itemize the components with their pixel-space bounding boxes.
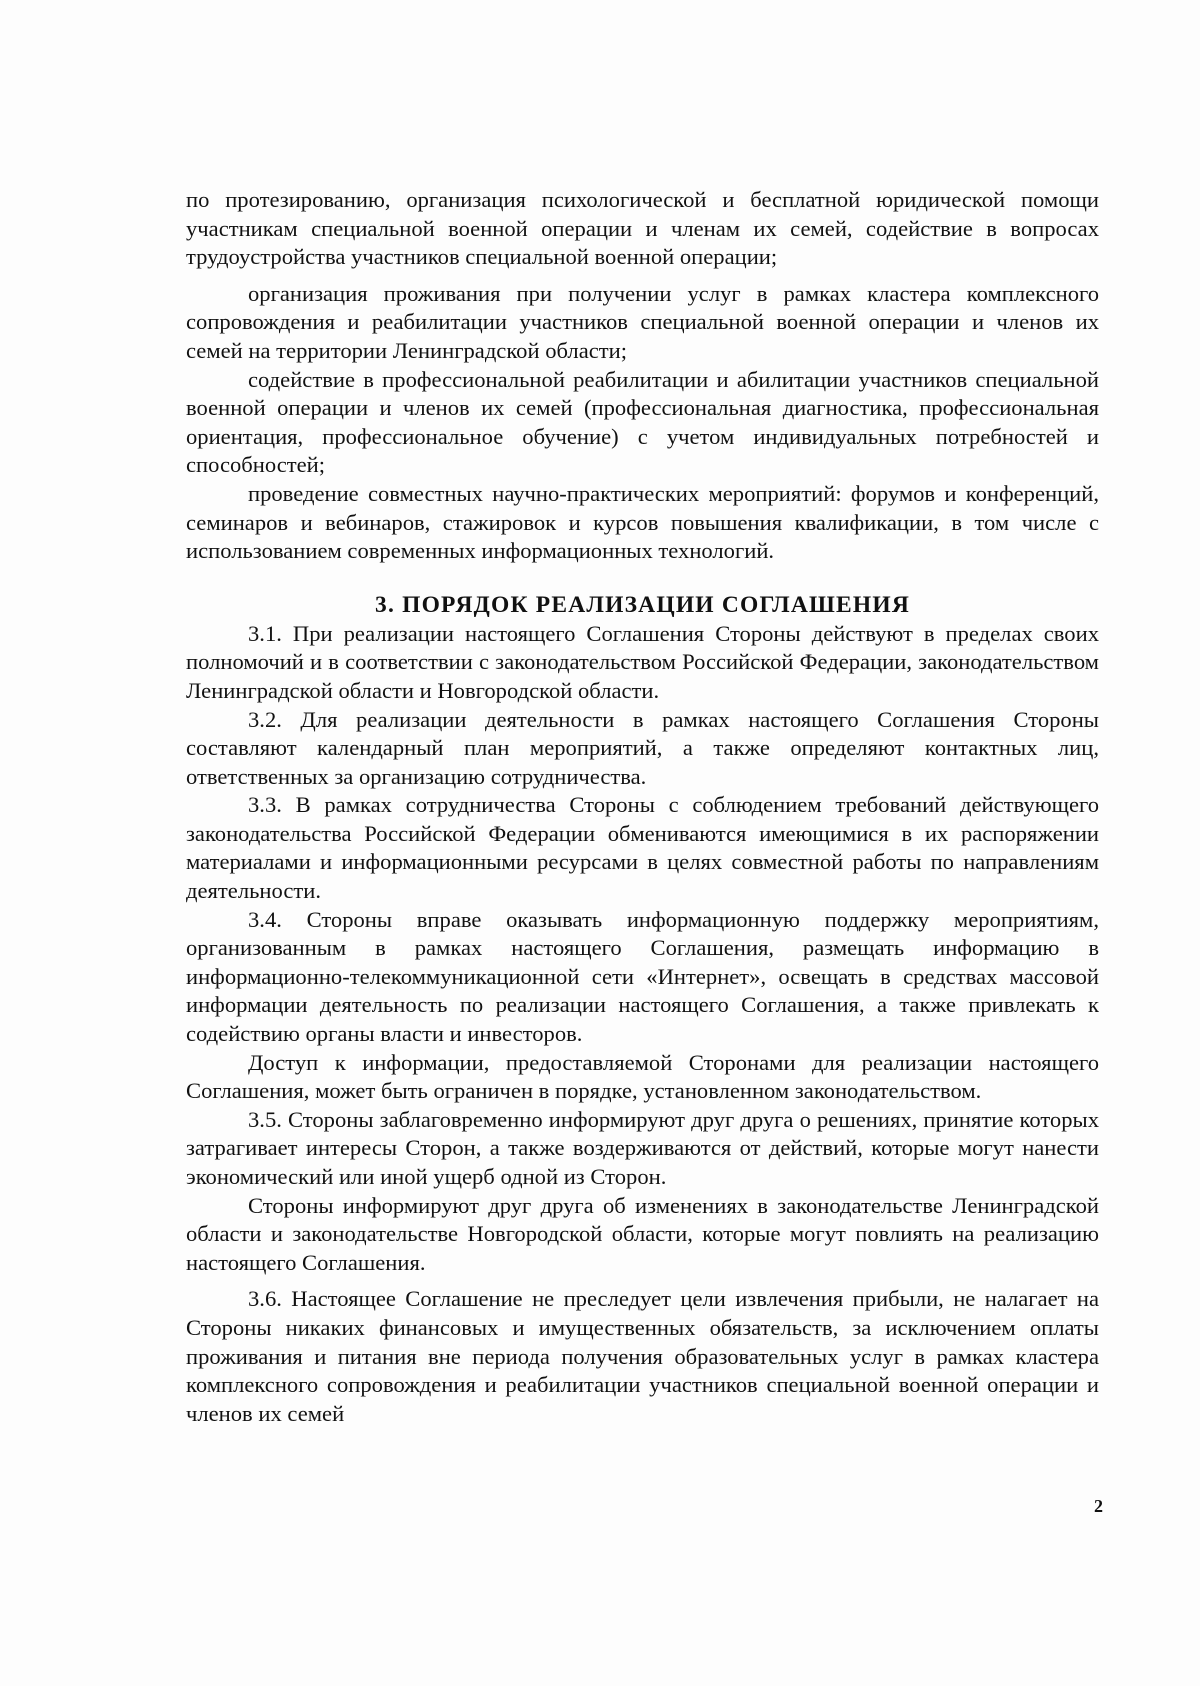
paragraph-3-2: 3.2. Для реализации деятельности в рамках настоящего Соглашения Стороны составляют календарный план мероприятий, а также определяют контактных лиц, ответственных за организацию сотрудничества. [186, 706, 1099, 789]
paragraph-accommodation: организация проживания при получении услуг в рамках кластера комплексного сопровождения и реабилитации участников специальной военной операции и членов их семей на территории Ленинградской области; [186, 280, 1099, 363]
paragraph-legislation-changes: Стороны информируют друг друга об изменениях в законодательстве Ленинградской области и законодательстве Новгородской области, которые могут повлиять на реализацию настоящего Соглашения. [186, 1192, 1099, 1275]
paragraph-3-3: 3.3. В рамках сотрудничества Стороны с соблюдением требований действующего законодательства Российской Федерации обмениваются имеющимися в их распоряжении материалами и информационными ресурсами в целях совместной работы по направлениям деятельности. [186, 792, 1099, 904]
paragraph-joint-events: проведение совместных научно-практических мероприятий: форумов и конференций, семинаров и вебинаров, стажировок и курсов повышения квалификации, в том числе с использованием современных информационных технологий. [186, 480, 1099, 564]
paragraph-3-5: 3.5. Стороны заблаговременно информируют друг друга о решениях, принятие которых затрагивает интересы Сторон, а также воздерживаются от действий, которые могут нанести экономический или иной ущерб одной из Сторон. [186, 1106, 1099, 1189]
section-heading: 3. ПОРЯДОК РЕАЛИЗАЦИИ СОГЛАШЕНИЯ [375, 591, 910, 618]
paragraph-3-6: 3.6. Настоящее Соглашение не преследует цели извлечения прибыли, не налагает на Стороны никаких финансовых и имущественных обязательств, за исключением оплаты проживания и питания вне периода получения образовательных услуг в рамках кластера комплексного сопровождения и реабилитации участников специальной военной операции и членов их семей [186, 1286, 1099, 1426]
paragraph-3-4: 3.4. Стороны вправе оказывать информационную поддержку мероприятиям, организованным в рамках настоящего Соглашения, размещать информацию в информационно-телекоммуникационной сети «Интернет», освещать в средствах массовой информации деятельность по реализации настоящего Соглашения, а также привлекать к содействию органы власти и инвесторов. [186, 906, 1099, 1047]
paragraph-professional-rehabilitation: содействие в профессиональной реабилитации и абилитации участников специальной военной операции и членов их семей (профессиональная диагностика, профессиональная ориентация, профессиональное обучение) с учетом индивидуальных потребностей и способностей; [186, 366, 1099, 478]
page-number: 2 [1094, 1496, 1103, 1516]
document-body [186, 186, 1099, 1428]
paragraph-access-to-information: Доступ к информации, предоставляемой Сторонами для реализации настоящего Соглашения, может быть ограничен в порядке, установленном законодательством. [186, 1049, 1099, 1104]
paragraph-continuation: по протезированию, организация психологической и бесплатной юридической помощи участникам специальной военной операции и членам их семей, содействие в вопросах трудоустройства участников специальной военной операции; [186, 187, 1099, 270]
paragraph-3-1: 3.1. При реализации настоящего Соглашения Стороны действуют в пределах своих полномочий и в соответствии с законодательством Российской Федерации, законодательством Ленинградской области и Новгородской области. [186, 620, 1099, 703]
